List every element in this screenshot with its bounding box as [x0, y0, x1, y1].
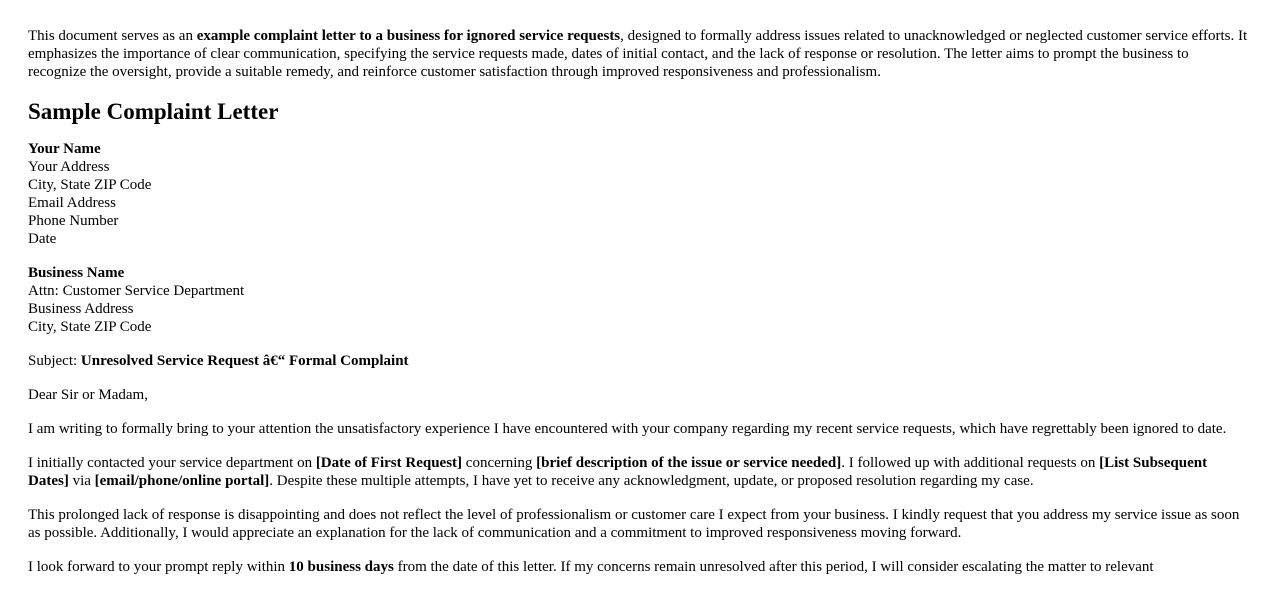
intro-text-start: This document serves as an	[28, 28, 197, 44]
para2-channel-placeholder: [email/phone/online portal]	[94, 473, 270, 489]
sender-email: Email Address	[28, 195, 116, 211]
body-paragraph-3: This prolonged lack of response is disappointing and does not reflect the level of professionalism or customer care I expect from your business. I kindly request that you address my service issue as soon as possible. Additionally, I would appreciate an explanation for the lack of communication and a commitment to improved responsiveness moving forward.	[28, 507, 1240, 541]
subject-line	[28, 352, 1250, 370]
sender-address: Your Address	[28, 159, 110, 175]
sender-city: City, State ZIP Code	[28, 177, 152, 193]
sender-block	[28, 140, 1250, 248]
intro-paragraph	[28, 27, 1250, 81]
para4-text-1: I look forward to your prompt reply within	[28, 559, 289, 575]
para2-text-2: concerning	[462, 455, 537, 471]
intro-bold-phrase: example complaint letter to a business for ignored service requests	[196, 28, 621, 44]
para4-deadline: 10 business days	[288, 559, 394, 575]
para2-text-3: . I followed up with additional requests on	[841, 455, 1100, 471]
recipient-address: Business Address	[28, 301, 134, 317]
intro-text-end: , designed to formally address issues related to unacknowledged or neglected customer service efforts. It emphasizes the importance of clear communication, specifying the service requests made, dates of initial contact, and the lack of response or resolution. The letter aims to prompt the business to recognize the oversight, provide a suitable remedy, and reinforce customer satisfaction through improved responsiveness and professionalism.	[28, 28, 1248, 80]
para4-text-2: from the date of this letter. If my concerns remain unresolved after this period, I will consider escalating the matter to relevant	[393, 559, 1154, 575]
para2-text-4: via	[68, 473, 95, 489]
para2-dates-placeholder: [List Subsequent Dates]	[28, 455, 1208, 489]
page-title: Sample Complaint Letter	[28, 99, 279, 124]
body-paragraph-4	[28, 558, 1250, 576]
recipient-city: City, State ZIP Code	[28, 319, 152, 335]
recipient-name: Business Name	[28, 265, 125, 281]
sender-phone: Phone Number	[28, 213, 119, 229]
para2-date-placeholder: [Date of First Request]	[315, 455, 463, 471]
para2-text-1: I initially contacted your service department on	[28, 455, 316, 471]
subject-label: Subject:	[28, 353, 81, 369]
para2-text-5: . Despite these multiple attempts, I have yet to receive any acknowledgment, update, or proposed resolution regarding my case.	[269, 473, 1034, 489]
recipient-block	[28, 264, 1250, 336]
salutation: Dear Sir or Madam,	[28, 387, 148, 403]
body-paragraph-1: I am writing to formally bring to your attention the unsatisfactory experience I have encountered with your company regarding my recent service requests, which have regrettably been ignored to date.	[28, 421, 1227, 437]
recipient-attn: Attn: Customer Service Department	[28, 283, 245, 299]
para2-issue-placeholder: [brief description of the issue or service needed]	[536, 455, 842, 471]
sender-name: Your Name	[28, 141, 101, 157]
body-paragraph-2	[28, 454, 1250, 490]
sender-date: Date	[28, 231, 57, 247]
subject-text: Unresolved Service Request â€“ Formal Complaint	[80, 353, 409, 369]
